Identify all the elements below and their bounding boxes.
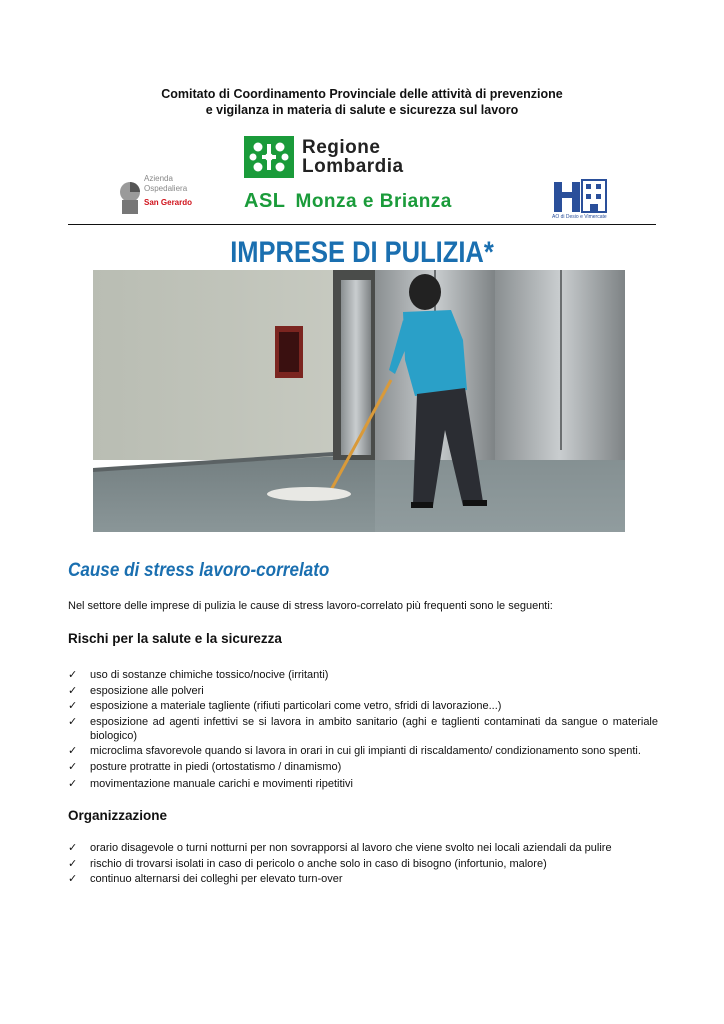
list-item: ✓ esposizione alle polveri [68,684,204,697]
asl-area: Monza e Brianza [295,191,452,212]
cleaning-worker-photo [93,270,625,532]
organization-heading: Organizzazione [68,808,168,823]
asl-monza-brianza-logo [244,190,494,216]
checkmark-icon: ✓ [68,669,78,681]
health-risks-heading: Rischi per la salute e la sicurezza [68,631,282,646]
list-item: ✓ movimentazione manuale carichi e movimenti ripetitivi [68,777,353,790]
organization-list [68,841,658,888]
logo-right-caption: AO di Desio e Vimercate [552,214,607,220]
checkmark-icon: ✓ [68,745,78,758]
list-item: ✓ microclima sfavorevole quando si lavora in orari in cui gli impianti di riscaldamento/ condizionamento sono spenti. [68,745,641,758]
list-item: ✓ orario disagevole o turni notturni per non sovrapporsi al lavoro che viene svolto nei locali aziendali da pulire [68,842,612,854]
checkmark-icon: ✓ [68,684,78,697]
list-item: ✓ continuo alternarsi dei colleghi per elevato turn-over [68,873,343,886]
page-title: IMPRESE DI PULIZIA* [230,236,494,269]
intro-text: Nel settore delle imprese di pulizia le cause di stress lavoro-correlato più frequenti sono le seguenti: [68,600,553,612]
list-item: ✓ esposizione a materiale tagliente (rifiuti particolari come vetro, sfridi di lavorazione...) [68,700,502,713]
header-divider [68,224,656,225]
checkmark-icon: ✓ [68,842,78,854]
section-title: Cause di stress lavoro-correlato [68,560,330,581]
committee-line-1: Comitato di Coordinamento Provinciale delle attività di prevenzione [161,87,563,101]
committee-header [0,86,724,118]
list-item: ✓ uso di sostanze chimiche tossico/nocive (irritanti) [68,669,329,681]
list-item: ✓ posture protratte in piedi (ortostatismo / dinamismo) [68,760,342,773]
checkmark-icon: ✓ [68,777,78,790]
ao-desio-vimercate-logo [552,178,610,222]
logo-left-line3: San Gerardo [144,198,193,207]
committee-line-2: e vigilanza in materia di salute e sicurezza sul lavoro [205,103,519,117]
logo-left-line2: Ospedaliera [144,184,188,193]
checkmark-icon: ✓ [68,715,78,728]
region-line1: Regione [302,137,381,158]
logo-left-line1: Azienda [144,174,173,183]
checkmark-icon: ✓ [68,760,78,773]
san-gerardo-logo [118,170,193,218]
cleaning-worker-illustration [93,270,625,532]
region-line2: Lombardia [302,156,404,177]
list-item: ✓ esposizione ad agenti infettivi se si lavora in ambito sanitario (aghi e taglienti contaminati da sangue o materiale biologico) [68,715,658,742]
hospital-building-icon [552,178,610,214]
asl-label: ASL [244,190,286,212]
lombardy-rose-icon [244,136,294,178]
regione-lombardia-logo [244,136,494,180]
checkmark-icon: ✓ [68,857,78,870]
region-name [302,138,404,176]
checkmark-icon: ✓ [68,700,78,713]
health-risks-list [68,668,658,793]
list-item: ✓ rischio di trovarsi isolati in caso di pericolo o anche solo in caso di bisogno (infortunio, malore) [68,857,547,870]
checkmark-icon: ✓ [68,873,78,886]
